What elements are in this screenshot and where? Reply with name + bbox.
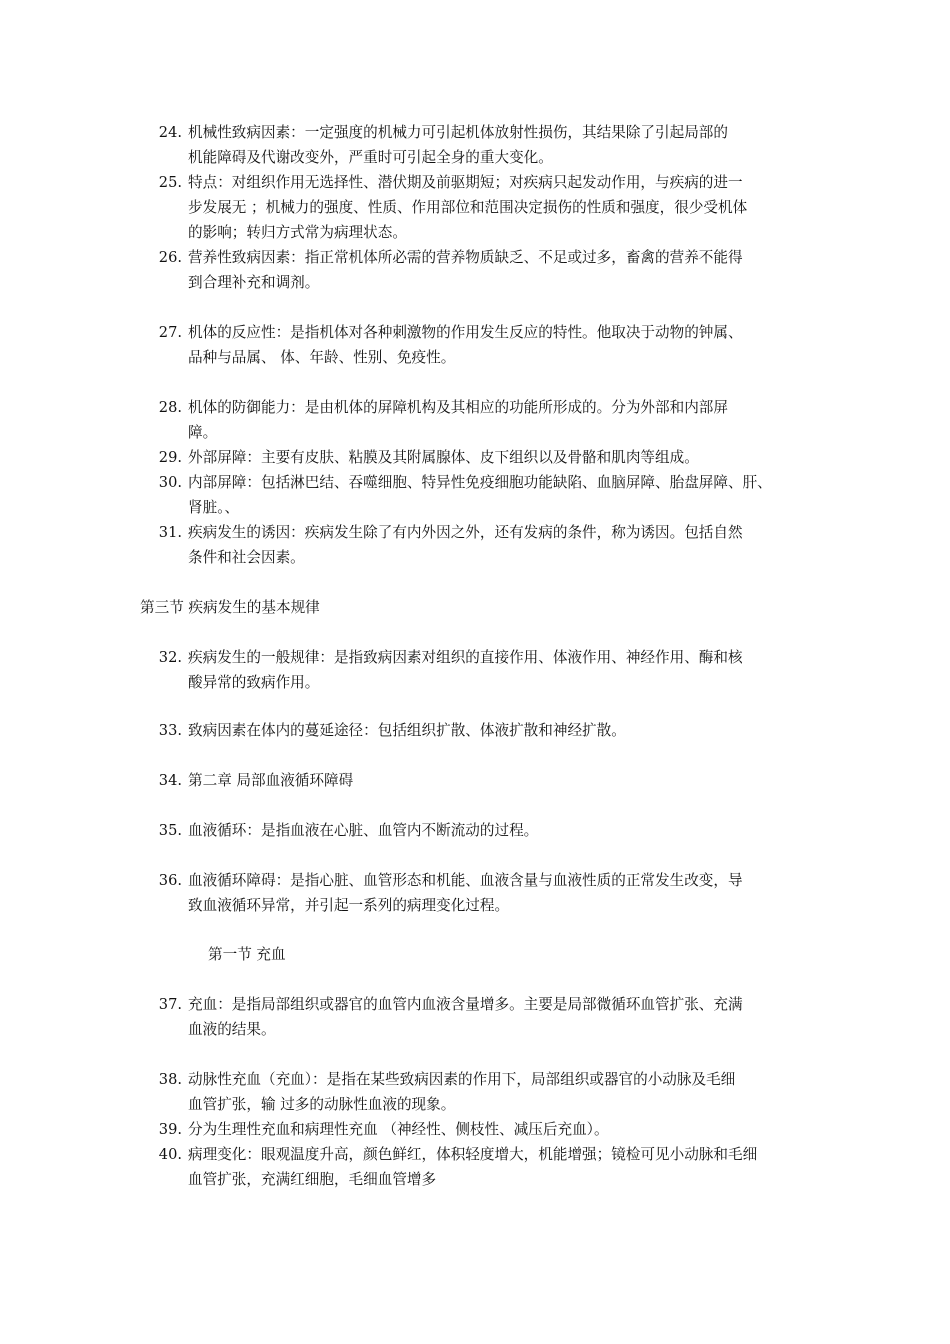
item-number: 26. <box>158 249 182 266</box>
item-text-line: 营养性致病因素：指正常机体所必需的营养物质缺乏、不足或过多，畜禽的营养不能得 <box>188 249 743 266</box>
item-text-line: 内部屏障：包括淋巴结、吞噬细胞、特异性免疫细胞功能缺陷、血脑屏障、胎盘屏障、肝、 <box>188 474 772 491</box>
item-text-line: 步发展无 ；机械力的强度、性质、作用部位和范围决定损伤的性质和强度，很少受机体 <box>188 199 748 216</box>
section-heading: 第一节 充血 <box>208 946 286 963</box>
item-number: 29. <box>158 449 182 466</box>
item-text-line: 血管扩张，输 过多的动脉性血液的现象。 <box>188 1096 456 1113</box>
item-text-line: 机械性致病因素：一定强度的机械力可引起机体放射性损伤，其结果除了引起局部的 <box>188 124 728 141</box>
item-text-line: 机体的反应性：是指机体对各种刺激物的作用发生反应的特性。他取决于动物的钟属、 <box>188 324 743 341</box>
item-number: 25. <box>158 174 182 191</box>
item-text-line: 分为生理性充血和病理性充血 （神经性、侧枝性、减压后充血）。 <box>188 1121 609 1138</box>
item-number: 24. <box>158 124 182 141</box>
item-number: 30. <box>158 474 182 491</box>
section-heading: 第三节 疾病发生的基本规律 <box>140 599 320 616</box>
item-text-line: 第二章 局部血液循环障碍 <box>188 772 354 789</box>
item-text-line: 动脉性充血（充血）：是指在某些致病因素的作用下，局部组织或器官的小动脉及毛细 <box>188 1071 736 1088</box>
item-number: 31. <box>158 524 182 541</box>
item-text-line: 血管扩张，充满红细胞，毛细血管增多 <box>188 1171 437 1188</box>
item-number: 34. <box>158 772 182 789</box>
item-number: 39. <box>158 1121 182 1138</box>
item-text-line: 特点：对组织作用无选择性、潜伏期及前驱期短；对疾病只起发动作用，与疾病的进一 <box>188 174 743 191</box>
item-number: 27. <box>158 324 182 341</box>
item-text-line: 病理变化：眼观温度升高，颜色鲜红，体积轻度增大，机能增强；镜检可见小动脉和毛细 <box>188 1146 758 1163</box>
item-text-line: 到合理补充和调剂。 <box>188 274 320 291</box>
item-number: 32. <box>158 649 182 666</box>
item-text-line: 致血液循环异常，并引起一系列的病理变化过程。 <box>188 897 510 914</box>
item-text-line: 的影响；转归方式常为病理状态。 <box>188 224 407 241</box>
item-text-line: 致病因素在体内的蔓延途径：包括组织扩散、体液扩散和神经扩散。 <box>188 722 626 739</box>
item-text-line: 外部屏障：主要有皮肤、粘膜及其附属腺体、皮下组织以及骨骼和肌肉等组成。 <box>188 449 699 466</box>
item-text-line: 机能障碍及代谢改变外，严重时可引起全身的重大变化。 <box>188 149 553 166</box>
item-text-line: 充血：是指局部组织或器官的血管内血液含量增多。主要是局部微循环血管扩张、充满 <box>188 996 743 1013</box>
item-number: 40. <box>158 1146 182 1163</box>
item-text-line: 障。 <box>188 424 218 441</box>
item-text-line: 血液循环障碍：是指心脏、血管形态和机能、血液含量与血液性质的正常发生改变，导 <box>188 872 743 889</box>
item-number: 37. <box>158 996 182 1013</box>
item-number: 38. <box>158 1071 182 1088</box>
item-number: 35. <box>158 822 182 839</box>
item-text-line: 疾病发生的诱因：疾病发生除了有内外因之外，还有发病的条件，称为诱因。包括自然 <box>188 524 743 541</box>
item-text-line: 机体的防御能力：是由机体的屏障机构及其相应的功能所形成的。分为外部和内部屏 <box>188 399 728 416</box>
item-text-line: 品种与品属、 体、年龄、性别、免疫性。 <box>188 349 456 366</box>
item-number: 28. <box>158 399 182 416</box>
item-text-line: 血液的结果。 <box>188 1021 276 1038</box>
item-text-line: 肾脏。、 <box>188 499 240 516</box>
item-text-line: 酸异常的致病作用。 <box>188 674 320 691</box>
item-text-line: 疾病发生的一般规律：是指致病因素对组织的直接作用、体液作用、神经作用、酶和核 <box>188 649 743 666</box>
item-number: 36. <box>158 872 182 889</box>
item-text-line: 血液循环：是指血液在心脏、血管内不断流动的过程。 <box>188 822 539 839</box>
item-number: 33. <box>158 722 182 739</box>
item-text-line: 条件和社会因素。 <box>188 549 305 566</box>
